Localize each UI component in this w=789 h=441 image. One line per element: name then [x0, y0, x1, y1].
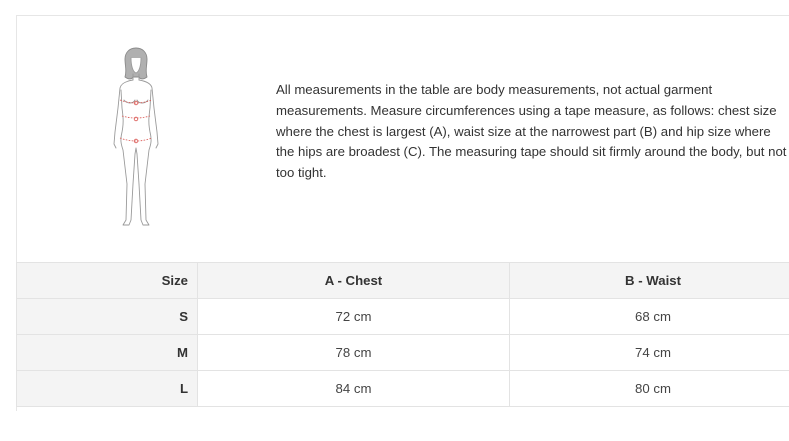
waist-value: 68 cm: [510, 299, 789, 335]
female-body-figure-icon: [105, 44, 167, 228]
table-row: [17, 371, 789, 407]
table-header-row: [17, 263, 789, 299]
size-label: S: [17, 299, 198, 335]
size-label: L: [17, 371, 198, 407]
size-table: [16, 262, 789, 407]
column-header-waist: B - Waist: [510, 263, 789, 299]
size-label: M: [17, 335, 198, 371]
column-header-size: Size: [17, 263, 198, 299]
chest-value: 84 cm: [198, 371, 510, 407]
chest-value: 78 cm: [198, 335, 510, 371]
table-row: [17, 299, 789, 335]
table-row: [17, 335, 789, 371]
waist-value: 80 cm: [510, 371, 789, 407]
size-guide-panel: [16, 15, 789, 411]
measurement-intro: [17, 16, 789, 262]
measurement-instructions: All measurements in the table are body measurements, not actual garment measurements. Measure circumferences using a tape measure, as follows: chest size where the chest is largest (A), waist size at the narrowest part (B) and hip size where the hips are broadest (C). The measuring tape should sit firmly around the body, but not too tight.: [276, 82, 787, 181]
chest-value: 72 cm: [198, 299, 510, 335]
column-header-chest: A - Chest: [198, 263, 510, 299]
waist-value: 74 cm: [510, 335, 789, 371]
